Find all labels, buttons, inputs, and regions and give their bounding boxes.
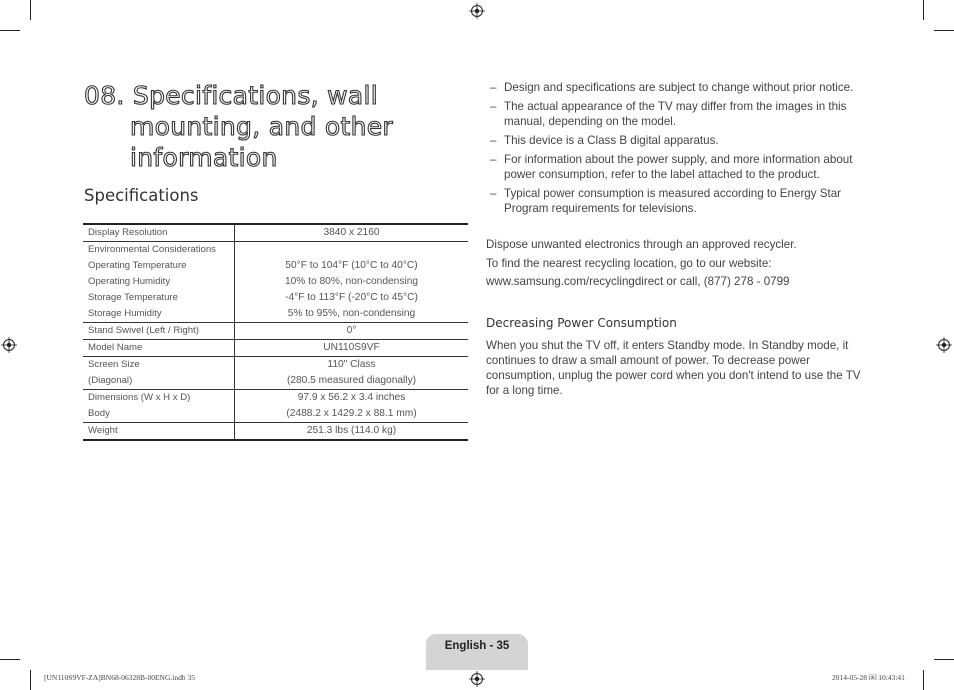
registration-mark-icon	[1, 337, 17, 353]
spec-value: 3840 x 2160	[235, 224, 469, 242]
registration-mark-icon	[469, 3, 485, 19]
section-title: Specifications	[84, 186, 199, 205]
spec-value: 251.3 lbs (114.0 kg)	[235, 423, 469, 441]
list-item: – The actual appearance of the TV may differ from the images in this manual, depending on the model.	[490, 100, 847, 128]
spec-value: 0°	[235, 323, 469, 340]
chapter-title	[84, 80, 464, 173]
footer-file-info: [UN110S9VF-ZA]BN68-06328B-00ENG.indb 35	[44, 673, 195, 682]
crop-mark	[0, 30, 20, 31]
spec-value: 110" Class (280.5 measured diagonally)	[235, 357, 469, 390]
list-item: – Typical power consumption is measured according to Energy Star Program requirements for televisions.	[490, 187, 842, 215]
crop-mark	[0, 659, 20, 660]
crop-mark	[934, 30, 954, 31]
spec-table	[83, 223, 468, 441]
page-number: English - 35	[426, 634, 528, 670]
spec-label: Model Name	[83, 340, 235, 357]
crop-mark	[923, 0, 924, 20]
notes-list	[490, 80, 880, 220]
recycle-text: To find the nearest recycling location, go to our website:	[486, 257, 772, 270]
spec-label: Screen Size (Diagonal)	[83, 357, 235, 390]
registration-mark-icon	[936, 337, 952, 353]
table-row	[83, 340, 468, 357]
spec-value: 50°F to 104°F (10°C to 40°C) 10% to 80%, non-condensing -4°F to 113°F (-20°C to 45°C) 5% to 95%, non-condensing	[235, 242, 469, 323]
spec-label: Environmental Considerations Operating Temperature Operating Humidity Storage Temperature Storage Humidity	[83, 242, 235, 323]
table-row	[83, 242, 468, 323]
chapter-title-line: information	[130, 143, 278, 172]
spec-label: Display Resolution	[83, 224, 235, 242]
table-row	[83, 423, 468, 441]
list-item: – For information about the power supply, and more information about power consumption, refer to the label attached to the product.	[490, 153, 853, 181]
spec-label: Dimensions (W x H x D) Body	[83, 390, 235, 423]
crop-mark	[30, 670, 31, 690]
power-heading: Decreasing Power Consumption	[486, 316, 677, 330]
table-row	[83, 224, 468, 242]
list-item: – Design and specifications are subject to change without prior notice.	[490, 81, 854, 94]
list-item: – This device is a Class B digital apparatus.	[490, 134, 719, 147]
table-row	[83, 357, 468, 390]
spec-label: Stand Swivel (Left / Right)	[83, 323, 235, 340]
crop-mark	[30, 0, 31, 20]
spec-label: Weight	[83, 423, 235, 441]
spec-value: 97.9 x 56.2 x 3.4 inches (2488.2 x 1429.2 x 88.1 mm)	[235, 390, 469, 423]
spec-value: UN110S9VF	[235, 340, 469, 357]
power-body: When you shut the TV off, it enters Standby mode. In Standby mode, it continues to draw a small amount of power. To decrease power consumption, unplug the power cord when you don't intend to use the TV for a long time.	[486, 339, 861, 397]
crop-mark	[923, 670, 924, 690]
table-row	[83, 390, 468, 423]
chapter-title-line: 08. Specifications, wall	[84, 81, 378, 110]
recycle-contact: www.samsung.com/recyclingdirect or call, (877) 278 - 0799	[486, 275, 790, 288]
table-row	[83, 323, 468, 340]
footer-timestamp: 2014-05-28 ￼ 10:43:41	[832, 673, 905, 682]
registration-mark-icon	[469, 671, 485, 687]
recycle-text: Dispose unwanted electronics through an approved recycler.	[486, 238, 797, 251]
chapter-title-line: mounting, and other	[130, 112, 393, 141]
crop-mark	[934, 659, 954, 660]
